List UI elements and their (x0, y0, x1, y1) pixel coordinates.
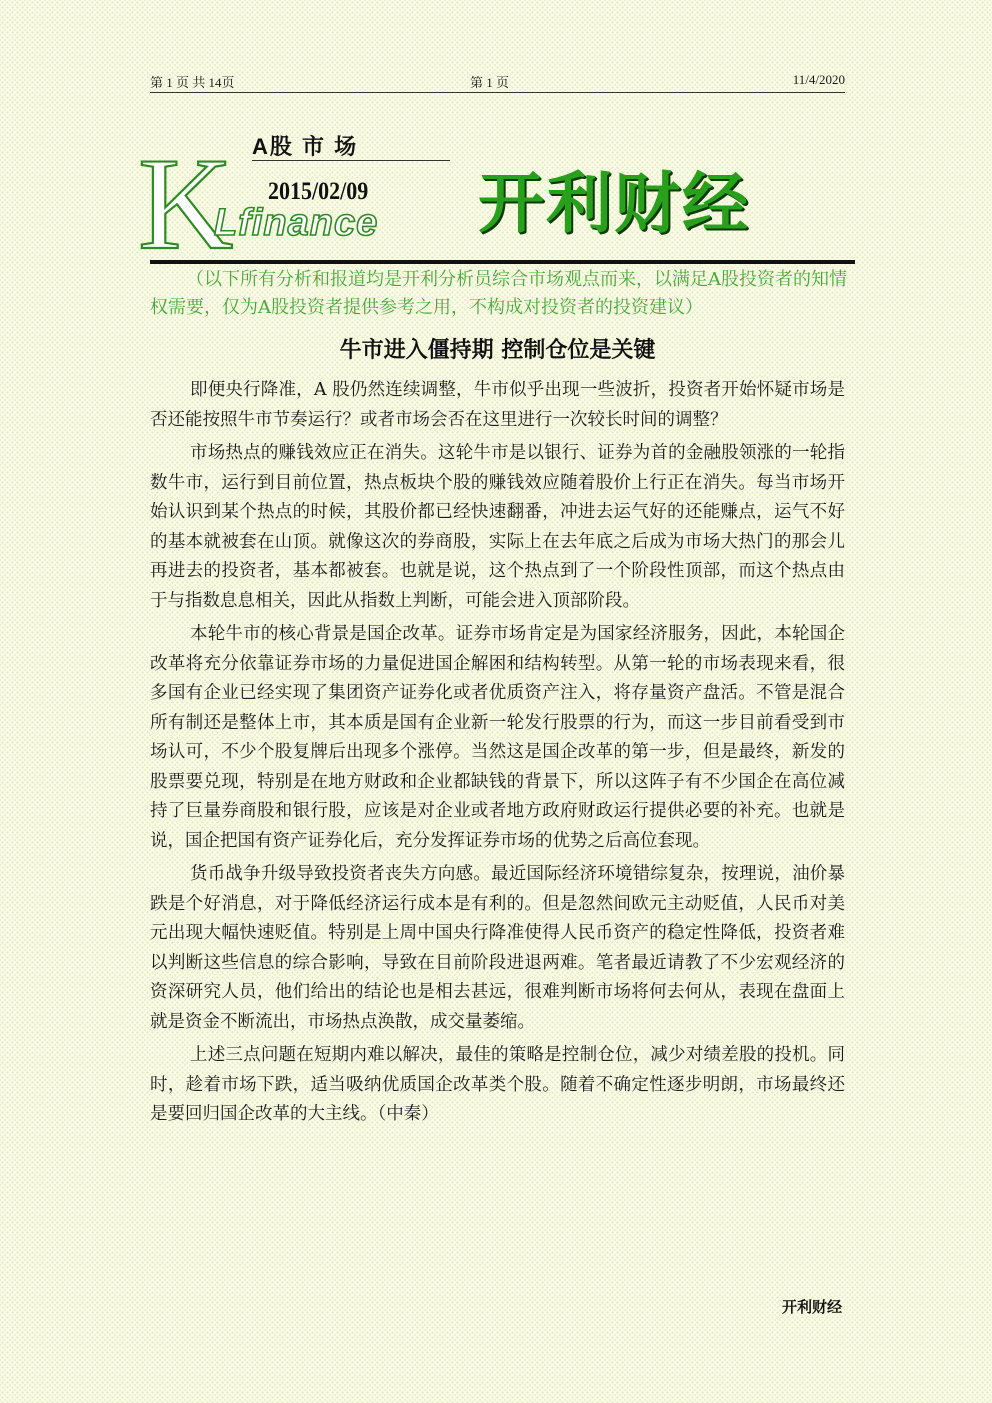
paragraph: 即便央行降准，A 股仍然连续调整，牛市似乎出现一些波折，投资者开始怀疑市场是否还能按照牛市节奏运行？或者市场会否在这里进行一次较长时间的调整？ (150, 380, 845, 430)
paragraph: 本轮牛市的核心背景是国企改革。证券市场肯定是为国家经济服务，因此，本轮国企改革将充分依靠证券市场的力量促进国企解困和结构转型。从第一轮的市场表现来看，很多国有企业已经实现了集团资产证券化或者优质资产注入，将存量资产盘活。不管是混合所有制还是整体上市，其本质是国有企业新一轮发行股票的行为，而这一步目前看受到市场认可，不少个股复牌后出现多个涨停。当然这是国企改革的第一步，但是最终，新发的股票要兑现，特别是在地方财政和企业都缺钱的背景下，所以这阵子有不少国企在高位减持了巨量券商股和银行股，应该是对企业或者地方政府财政运行提供必要的补充。也就是说，国企把国有资产证券化后，充分发挥证券市场的优势之后高位套现。 (150, 624, 845, 851)
masthead (136, 128, 856, 260)
section-label: A股 市 场 (252, 134, 359, 159)
article-headline: 牛市进入僵持期 控制仓位是关键 (339, 338, 656, 363)
paragraph: 上述三点问题在短期内难以解决，最佳的策略是控制仓位，减少对绩差股的投机。同时，趁着市场下跌，适当吸纳优质国企改革类个股。随着不确定性逐步明朗，市场最终还是要回归国企改革的大主线。（中秦） (150, 1045, 845, 1124)
header-divider (150, 92, 845, 93)
logo-wordmark: Lfinance (214, 202, 379, 244)
disclaimer: （以下所有分析和报道均是开利分析员综合市场观点而来，以满足A股投资者的知情权需要，仅为A股投资者提供参考之用，不构成对投资者的投资建议） (150, 269, 847, 318)
paragraph: 市场热点的赚钱效应正在消失。这轮牛市是以银行、证券为首的金融股领涨的一轮指数牛市，运行到目前位置，热点板块个股的赚钱效应随着股价上行正在消失。每当市场开始认识到某个热点的时候，其股价都已经快速翻番，冲进去运气好的还能赚点，运气不好的基本就被套在山顶。就像这次的券商股，实际上在去年底之后成为市场大热门的那会儿再进去的投资者，基本都被套。也就是说，这个热点到了一个阶段性顶部，而这个热点由于与指数息息相关，因此从指数上判断，可能会进入顶部阶段。 (150, 443, 845, 611)
page-header (150, 72, 845, 92)
svg-text:K: K (138, 146, 234, 256)
print-date: 11/4/2020 (792, 72, 845, 87)
paragraph: 货币战争升级导致投资者丧失方向感。最近国际经济环境错综复杂，按理说，油价暴跌是个好消息，对于降低经济运行成本是有利的。但是忽然间欧元主动贬值，人民币对美元出现大幅快速贬值。特别是上周中国央行降准使得人民币资产的稳定性降低，投资者难以判断这些信息的综合影响，导致在目前阶段进退两难。笔者最近请教了不少宏观经济的资深研究人员，他们给出的结论也是相去甚远，很难判断市场将何去何从，表现在盘面上就是资金不断流出，市场热点涣散，成交量萎缩。 (150, 864, 845, 1032)
signature: 开利财经 (781, 1298, 842, 1316)
issue-date: 2015/02/09 (268, 178, 369, 205)
article-body (150, 376, 845, 1134)
masthead-divider (252, 160, 450, 161)
page-number: 第 1 页 (470, 75, 510, 90)
page-count: 第 1 页 共 14页 (150, 75, 235, 90)
brand-title: 开利财经 (478, 165, 750, 242)
masthead-bottom-rule (150, 260, 855, 264)
